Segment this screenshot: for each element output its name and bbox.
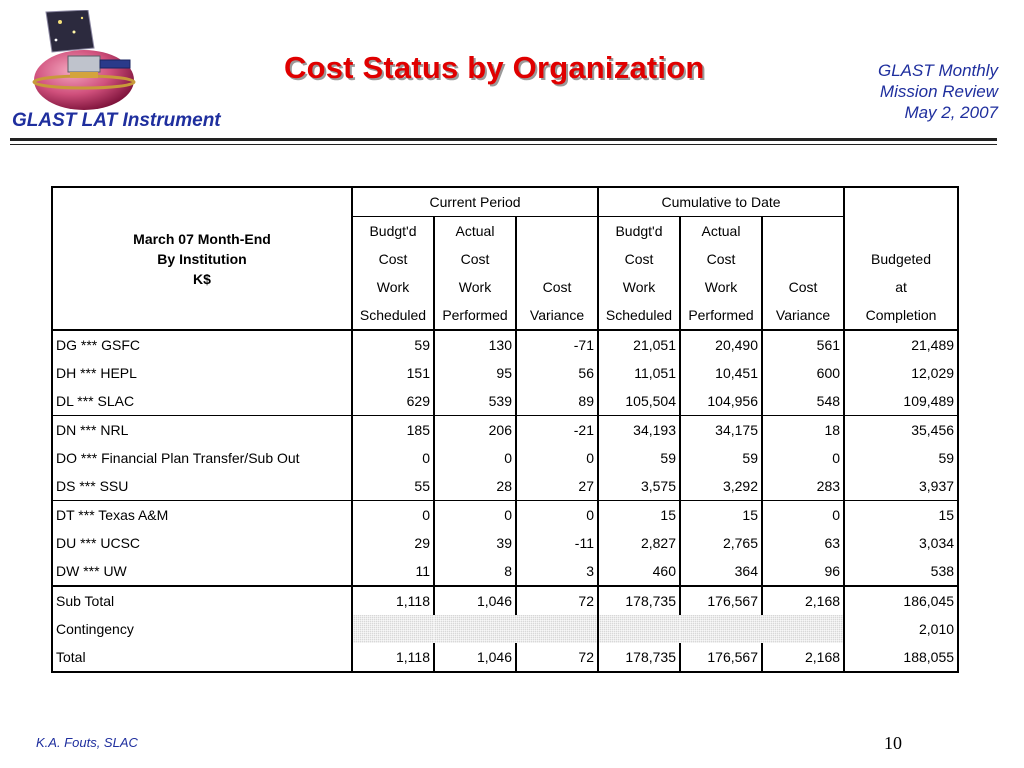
col-header	[762, 245, 844, 273]
cost-status-table	[51, 186, 959, 673]
col-header	[516, 245, 598, 273]
table-cell: -71	[516, 330, 598, 359]
row-label: DN *** NRL	[52, 416, 352, 445]
shaded-cell	[680, 615, 762, 643]
table-cell: 29	[352, 529, 434, 557]
table-cell: 1,046	[434, 586, 516, 615]
subtotal-row	[52, 586, 958, 615]
col-header: Scheduled	[352, 301, 434, 330]
page-title: Cost Status by Organization	[284, 50, 705, 85]
col-header: Cost	[352, 245, 434, 273]
table-cell: 56	[516, 359, 598, 387]
col-header: Work	[680, 273, 762, 301]
col-header: Cost	[762, 273, 844, 301]
table-row	[52, 444, 958, 472]
header-rule	[10, 144, 997, 145]
table-cell: 34,175	[680, 416, 762, 445]
table-cell: 629	[352, 387, 434, 416]
table-cell: 178,735	[598, 586, 680, 615]
table-cell: 15	[844, 501, 958, 530]
group-header-cumulative: Cumulative to Date	[598, 187, 844, 217]
table-cell: 59	[844, 444, 958, 472]
table-cell: 59	[680, 444, 762, 472]
table-cell: 18	[762, 416, 844, 445]
table-cell: 176,567	[680, 643, 762, 672]
table-cell: 151	[352, 359, 434, 387]
page-number: 10	[884, 733, 902, 753]
col-header: Work	[352, 273, 434, 301]
row-header-line: March 07 Month-End	[133, 230, 271, 247]
table-cell: 72	[516, 586, 598, 615]
table-cell: 2,168	[762, 643, 844, 672]
table-cell: 548	[762, 387, 844, 416]
brand-text: GLAST LAT Instrument	[12, 110, 221, 131]
col-header	[844, 217, 958, 246]
table-cell: 0	[762, 501, 844, 530]
table-cell: 28	[434, 472, 516, 501]
table-row	[52, 472, 958, 501]
row-label: DL *** SLAC	[56, 393, 135, 409]
table-cell: 3,575	[598, 472, 680, 501]
col-header: Actual	[680, 217, 762, 246]
table-cell: 0	[762, 444, 844, 472]
table-cell: 0	[516, 444, 598, 472]
header-rule	[10, 138, 997, 141]
table-cell: 21,489	[844, 330, 958, 359]
table-cell: 11	[352, 557, 434, 586]
table-cell: 104,956	[680, 387, 762, 416]
table-cell: 27	[516, 472, 598, 501]
table-cell: 3,292	[680, 472, 762, 501]
table-cell: 96	[762, 557, 844, 586]
col-header: Actual	[434, 217, 516, 246]
row-header-line: By Institution	[157, 250, 247, 267]
shaded-cell	[352, 615, 434, 643]
table-cell: 20,490	[680, 330, 762, 359]
table-cell: 0	[352, 501, 434, 530]
table-cell: 364	[680, 557, 762, 586]
col-header	[762, 217, 844, 246]
col-header: Cost	[516, 273, 598, 301]
table-row	[52, 416, 958, 445]
table-cell: 3	[516, 557, 598, 586]
table-cell: 59	[352, 330, 434, 359]
table-cell: 1,118	[352, 586, 434, 615]
table-cell: 283	[762, 472, 844, 501]
col-header: Cost	[680, 245, 762, 273]
table-row	[52, 330, 958, 359]
table-row	[52, 359, 958, 387]
table-cell: -21	[516, 416, 598, 445]
table-cell: 206	[434, 416, 516, 445]
row-label: DH *** HEPL	[56, 365, 137, 381]
table-cell: 89	[516, 387, 598, 416]
table-cell: 1,118	[352, 643, 434, 672]
table-cell: 2,168	[762, 586, 844, 615]
table-row	[52, 529, 958, 557]
table-cell: 460	[598, 557, 680, 586]
review-info	[878, 60, 998, 123]
table-row	[52, 501, 958, 530]
table-row	[52, 387, 958, 416]
table-cell: 186,045	[844, 586, 958, 615]
table-cell: 600	[762, 359, 844, 387]
review-line: Mission Review	[879, 82, 998, 101]
table-cell: 35,456	[844, 416, 958, 445]
contingency-label: Contingency	[56, 621, 134, 637]
shaded-cell	[516, 615, 598, 643]
total-label: Total	[56, 649, 86, 665]
table-cell: 176,567	[680, 586, 762, 615]
col-header: Performed	[680, 301, 762, 330]
table-cell: 2,827	[598, 529, 680, 557]
glast-logo	[30, 10, 140, 115]
review-date: May 2, 2007	[904, 103, 998, 122]
header-cell	[844, 187, 958, 217]
col-header: Cost	[598, 245, 680, 273]
shaded-cell	[598, 615, 680, 643]
table-row	[52, 557, 958, 586]
table-cell: 15	[598, 501, 680, 530]
table-cell: 178,735	[598, 643, 680, 672]
table-cell: 55	[352, 472, 434, 501]
col-header: Work	[598, 273, 680, 301]
col-header	[516, 217, 598, 246]
col-header: Budgt'd	[352, 217, 434, 246]
footer-author: K.A. Fouts, SLAC	[36, 735, 138, 750]
table-cell: 130	[434, 330, 516, 359]
total-row	[52, 643, 958, 672]
table-cell: 39	[434, 529, 516, 557]
table-cell: 539	[434, 387, 516, 416]
row-label: DU *** UCSC	[56, 535, 141, 551]
table-cell: 2,010	[844, 615, 958, 643]
table-cell: 2,765	[680, 529, 762, 557]
row-label: DO *** Financial Plan Transfer/Sub Out	[56, 450, 300, 466]
row-header-cell	[52, 187, 352, 330]
table-cell: 3,937	[844, 472, 958, 501]
table-cell: 188,055	[844, 643, 958, 672]
table-cell: 0	[434, 501, 516, 530]
table-cell: 15	[680, 501, 762, 530]
col-header: Scheduled	[598, 301, 680, 330]
row-label: DT *** Texas A&M	[52, 501, 352, 530]
table-cell: -11	[516, 529, 598, 557]
table-cell: 59	[598, 444, 680, 472]
table-cell: 3,034	[844, 529, 958, 557]
table-cell: 21,051	[598, 330, 680, 359]
table-cell: 185	[352, 416, 434, 445]
table-cell: 63	[762, 529, 844, 557]
col-header: Completion	[844, 301, 958, 330]
row-header-line: K$	[193, 270, 211, 287]
group-header-current: Current Period	[352, 187, 598, 217]
table-cell: 561	[762, 330, 844, 359]
table-cell: 11,051	[598, 359, 680, 387]
subtotal-label: Sub Total	[52, 586, 352, 615]
table-cell: 0	[352, 444, 434, 472]
col-header: Work	[434, 273, 516, 301]
shaded-cell	[434, 615, 516, 643]
glast-logo-icon	[30, 10, 140, 115]
table-cell: 12,029	[844, 359, 958, 387]
table-cell: 34,193	[598, 416, 680, 445]
col-header: Budgeted	[844, 245, 958, 273]
table-cell: 0	[434, 444, 516, 472]
table-cell: 1,046	[434, 643, 516, 672]
table-cell: 109,489	[844, 387, 958, 416]
col-header: at	[844, 273, 958, 301]
col-header: Variance	[516, 301, 598, 330]
table-body	[52, 330, 958, 586]
row-label: DS *** SSU	[56, 478, 129, 494]
table-cell: 8	[434, 557, 516, 586]
table-cell: 72	[516, 643, 598, 672]
col-header: Budgt'd	[598, 217, 680, 246]
table-cell: 10,451	[680, 359, 762, 387]
col-header: Variance	[762, 301, 844, 330]
table-cell: 0	[516, 501, 598, 530]
table-cell: 105,504	[598, 387, 680, 416]
row-label: DG *** GSFC	[52, 330, 352, 359]
row-label: DW *** UW	[56, 563, 127, 579]
contingency-row	[52, 615, 958, 643]
shaded-cell	[762, 615, 844, 643]
col-header: Performed	[434, 301, 516, 330]
table-cell: 95	[434, 359, 516, 387]
table-cell: 538	[844, 557, 958, 586]
col-header: Cost	[434, 245, 516, 273]
review-line: GLAST Monthly	[878, 61, 998, 80]
